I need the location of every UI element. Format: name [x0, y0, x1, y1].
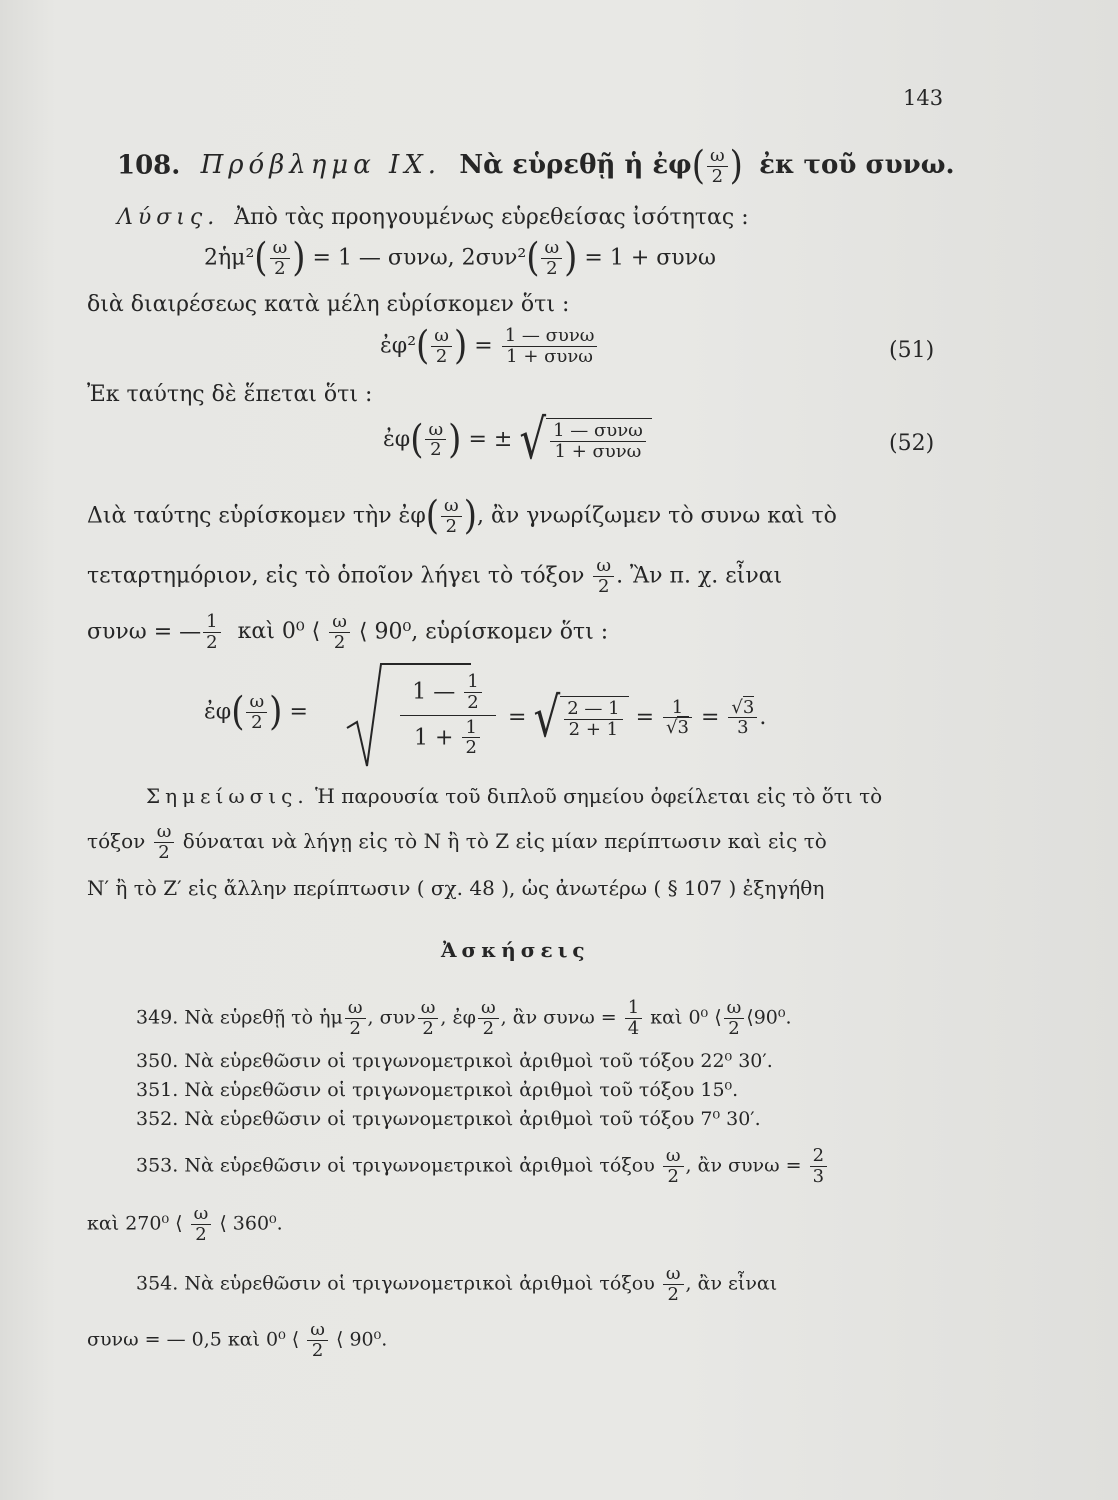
equals: = — [635, 704, 654, 730]
frac-num: ω — [418, 998, 439, 1019]
frac-num: 1 — [625, 998, 642, 1019]
problem-statement-b: ἐκ τοῦ συνω. — [759, 150, 955, 181]
frac-num: ω — [307, 1320, 328, 1341]
exercise-text: , ἂν συνω = — [500, 1006, 617, 1029]
frac-num: 1 — συνω — [550, 421, 646, 442]
frac-num: ω — [724, 998, 745, 1019]
eq1-part-b: = 1 — συνω, 2συν² — [312, 245, 527, 271]
exercise-number: 353. — [136, 1154, 179, 1177]
frac-den: 2 — [482, 1017, 495, 1039]
frac-num: ω — [593, 556, 614, 577]
frac-num: 1 — συνω — [502, 326, 598, 347]
paragraph-line-2 — [87, 556, 782, 597]
frac-num: ω — [154, 822, 175, 843]
frac-num: 1 — [203, 612, 220, 633]
frac-den: 2 — [422, 1017, 434, 1039]
text-follows: Ἐκ ταύτης δὲ ἕπεται ὅτι : — [87, 382, 373, 407]
radicand — [560, 696, 628, 740]
exercise-352 — [136, 1110, 761, 1129]
frac-den: 2 — [667, 1165, 679, 1187]
radical-sign: √ — [533, 685, 561, 749]
equation-big-rhs — [508, 685, 767, 749]
fraction — [246, 692, 267, 733]
fraction — [625, 998, 642, 1039]
square-root — [519, 407, 652, 471]
frac-den: 2 — [597, 575, 610, 597]
equals: = — [474, 333, 493, 359]
eq1-part-c: = 1 + συνω — [584, 245, 716, 271]
frac-num: 2 — [810, 1146, 827, 1167]
frac-num: ω — [425, 420, 446, 441]
nested-fraction-bar — [400, 715, 496, 716]
frac-den: 2 — [711, 165, 724, 187]
frac-den: 2 — [728, 1017, 740, 1039]
paren-close: ) — [729, 143, 743, 190]
exercise-number: 351. — [136, 1079, 179, 1101]
fraction — [345, 998, 366, 1039]
fraction — [441, 496, 462, 537]
equation-51 — [380, 323, 599, 370]
frac-den: 2 — [206, 631, 218, 653]
remark-line-1 — [146, 786, 882, 806]
exercise-text: , ἐφ — [440, 1006, 476, 1029]
frac-num: 1 — [464, 672, 481, 693]
frac-num: 1 — [663, 698, 692, 719]
fraction-rhs — [550, 421, 646, 462]
paren-close: ) — [292, 235, 306, 282]
solution-text: Ἀπὸ τὰς προηγουμένως εὑρεθείσας ἰσότητας : — [234, 205, 749, 230]
frac-den: 2 — [467, 691, 479, 713]
paren-open: ( — [425, 493, 440, 540]
paren-open: ( — [254, 235, 268, 282]
paren-close: ) — [564, 235, 578, 282]
eq52-lhs: ἐφ — [383, 426, 411, 452]
frac-den: 2 — [667, 1283, 679, 1305]
frac-den: 2 — [445, 515, 458, 537]
frac-num: ω — [541, 238, 562, 259]
frac-den: 2 — [430, 439, 442, 461]
exercise-number: 354. — [136, 1272, 179, 1295]
equals: = — [700, 704, 720, 730]
frac-num: ω — [431, 326, 452, 347]
paren-open: ( — [231, 689, 245, 736]
exercise-text: Νὰ εὑρεθῶσιν οἱ τριγωνομετρικοὶ ἀριθμοὶ τοῦ τόξου 7⁰ 30′. — [184, 1108, 761, 1130]
square-root — [533, 685, 628, 749]
period: . — [759, 704, 767, 730]
radicand — [546, 418, 652, 462]
paren-close: ) — [269, 689, 283, 736]
exercise-number: 352. — [136, 1108, 179, 1130]
exercise-number: 349. — [136, 1006, 179, 1029]
equation-label-51: (51) — [889, 338, 935, 363]
fraction — [154, 822, 175, 863]
fraction — [203, 612, 220, 653]
fraction — [724, 998, 745, 1039]
exercise-text: ⟨90⁰. — [746, 1006, 792, 1029]
frac-num: ω — [329, 612, 350, 633]
exercise-353-continued — [87, 1204, 283, 1245]
paren-open: ( — [416, 323, 430, 370]
remark-label: Σημείωσις. — [146, 784, 309, 808]
frac-den: √3 — [666, 717, 689, 739]
equation-1 — [204, 235, 716, 282]
minus-sign: — — [179, 619, 202, 645]
exercise-354-continued — [87, 1320, 387, 1361]
exercise-351 — [136, 1081, 738, 1100]
fraction — [307, 1320, 328, 1361]
problem-statement-a: Νὰ εὑρεθῇ ἡ ἐφ — [459, 150, 692, 181]
frac-num: ω — [246, 692, 267, 713]
remark-line-3: Ν′ ἢ τὸ Ζ′ εἰς ἄλλην περίπτωσιν ( σχ. 48 ), ὡς ἀνωτέρω ( § 107 ) ἐξηγήθη — [87, 876, 825, 900]
solution-label: Λύσις. — [117, 205, 220, 230]
paren-open: ( — [526, 235, 540, 282]
exercise-text: Νὰ εὑρεθῶσιν οἱ τριγωνομετρικοὶ ἀριθμοὶ τοῦ τόξου 15⁰. — [184, 1079, 739, 1101]
exercise-number: 350. — [136, 1050, 179, 1072]
text-division: διὰ διαιρέσεως κατὰ μέλη εὑρίσκομεν ὅτι : — [87, 292, 570, 317]
fraction — [478, 998, 499, 1039]
exercise-353 — [136, 1146, 829, 1187]
fraction — [431, 326, 452, 367]
remark-text: Ἡ παρουσία τοῦ διπλοῦ σημείου ὀφείλεται εἰς τὸ ὅτι τὸ — [315, 784, 883, 808]
root-three: 3 — [677, 717, 689, 739]
remark-text: τόξον — [87, 828, 146, 853]
root-three: 3 — [742, 696, 755, 718]
paren-close: ) — [463, 493, 477, 540]
exercise-text: Νὰ εὑρεθῶσιν οἱ τριγωνομετρικοὶ ἀριθμοὶ τόξου — [184, 1272, 655, 1295]
para-text: . Ἂν π. χ. εἶναι — [616, 563, 783, 589]
equation-big — [204, 662, 308, 772]
frac-den: 3 — [812, 1165, 825, 1187]
fraction — [810, 1146, 827, 1187]
page-number: 143 — [903, 86, 944, 110]
frac-num: ω — [663, 1146, 684, 1167]
nested-fraction — [400, 672, 496, 758]
exercise-text: , ἂν συνω = — [685, 1154, 802, 1177]
radical-sign: √ — [519, 407, 547, 471]
exercise-text: συνω = — 0,5 καὶ 0⁰ ⟨ — [87, 1328, 300, 1351]
nested-num-minus: 1 — — [412, 679, 456, 705]
paragraph-line-1 — [87, 493, 837, 540]
exercise-text: , συν — [367, 1006, 416, 1029]
exercise-text: ⟨ 90⁰. — [336, 1328, 388, 1351]
paren-close: ) — [448, 416, 462, 463]
problem-number: 108. — [117, 150, 181, 181]
fraction — [541, 238, 562, 279]
frac-num: ω — [441, 496, 462, 517]
remark-line-2 — [87, 822, 827, 863]
exercise-text: , ἂν εἶναι — [685, 1272, 778, 1295]
fraction — [593, 556, 614, 597]
frac-den: 2 — [274, 257, 286, 279]
frac-num: 1 — [462, 718, 479, 739]
frac-den: 4 — [627, 1017, 640, 1039]
frac-den: 2 — [465, 737, 477, 759]
exercise-349 — [136, 998, 792, 1039]
frac-den: 3 — [737, 717, 749, 739]
exercise-350 — [136, 1052, 773, 1071]
frac-den: 1 + συνω — [506, 345, 593, 367]
frac-den: 1 + συνω — [554, 440, 642, 462]
nested-den-plus: 1 + — [414, 724, 454, 750]
fraction — [464, 672, 481, 713]
exercise-text: Νὰ εὑρεθῶσιν οἱ τριγωνομετρικοὶ ἀριθμοὶ τοῦ τόξου 22⁰ 30′. — [184, 1050, 773, 1072]
para-text: ⟨ 90⁰, εὑρίσκομεν ὅτι : — [358, 619, 609, 645]
frac-den: 2 — [333, 631, 346, 653]
frac-num: ω — [707, 146, 728, 167]
fraction — [191, 1204, 212, 1245]
fraction — [728, 698, 757, 739]
frac-num: 2 — 1 — [564, 699, 622, 720]
fraction — [564, 699, 622, 740]
problem-heading — [117, 143, 955, 190]
solution-line — [117, 207, 749, 229]
frac-num: ω — [663, 1264, 684, 1285]
equation-label-52: (52) — [889, 431, 935, 456]
frac-num: ω — [191, 1204, 212, 1225]
frac-den: 2 + 1 — [568, 718, 619, 740]
exercises-title: Ἀσκήσεις — [441, 938, 590, 962]
equals: = — [508, 704, 527, 730]
equals: = — [289, 699, 308, 725]
frac-num: ω — [270, 238, 291, 259]
paren-close: ) — [453, 323, 468, 370]
fraction — [270, 238, 291, 279]
fraction-rhs — [502, 326, 598, 367]
fraction — [663, 1146, 684, 1187]
frac-den: 2 — [311, 1339, 324, 1361]
para-text: Διὰ ταύτης εὑρίσκομεν τὴν ἐφ — [87, 503, 426, 529]
frac-num: √3 — [728, 698, 757, 719]
paren-open: ( — [410, 416, 424, 463]
remark-text: δύναται νὰ λήγῃ εἰς τὸ Ν ἢ τὸ Ζ εἰς μίαν περίπτωσιν καὶ εἰς τὸ — [182, 828, 827, 853]
equation-52 — [383, 407, 652, 471]
fraction — [663, 1264, 684, 1305]
frac-den: 2 — [546, 257, 558, 279]
para-text: συνω = — [87, 619, 173, 645]
exercise-text: ⟨ 360⁰. — [219, 1212, 283, 1235]
frac-den: 2 — [435, 345, 448, 367]
fraction — [425, 420, 446, 461]
eq51-lhs: ἐφ² — [380, 333, 417, 359]
frac-den: 2 — [158, 841, 170, 863]
frac-den: 2 — [349, 1017, 361, 1039]
fraction — [462, 718, 479, 759]
fraction — [663, 698, 692, 739]
paragraph-line-3 — [87, 612, 608, 653]
fraction-omega-half — [707, 146, 728, 187]
frac-num: ω — [345, 998, 366, 1019]
exercise-text: καὶ 0⁰ ⟨ — [650, 1006, 722, 1029]
exercise-354 — [136, 1264, 777, 1305]
frac-den: 2 — [251, 711, 263, 733]
plus-minus: = ± — [468, 426, 513, 452]
problem-label: Πρόβλημα IX. — [200, 150, 442, 181]
para-text: καὶ 0⁰ ⟨ — [237, 619, 321, 645]
eq1-part-a: 2ἡμ² — [204, 245, 255, 271]
exercise-text: Νὰ εὑρεθῶσιν οἱ τριγωνομετρικοὶ ἀριθμοὶ τόξου — [184, 1154, 655, 1177]
paren-open: ( — [691, 143, 705, 190]
frac-den: 2 — [195, 1223, 207, 1245]
para-text: τεταρτημόριον, εἰς τὸ ὁποῖον λήγει τὸ τόξον — [87, 563, 585, 589]
eq-big-lhs: ἐφ — [204, 699, 232, 725]
fraction — [418, 998, 439, 1039]
exercise-text: καὶ 270⁰ ⟨ — [87, 1212, 183, 1235]
fraction — [329, 612, 350, 653]
frac-num: ω — [478, 998, 499, 1019]
exercise-text: Νὰ εὑρεθῇ τὸ ἡμ — [184, 1006, 343, 1029]
para-text: , ἂν γνωρίζωμεν τὸ συνω καὶ τὸ — [476, 503, 837, 529]
